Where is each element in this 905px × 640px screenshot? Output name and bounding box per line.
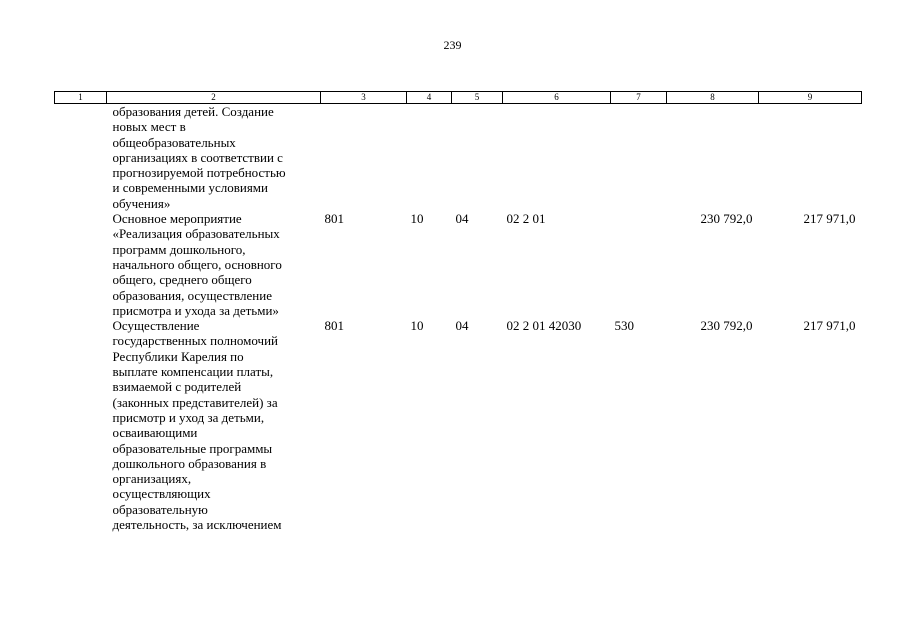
column-header: 9 [759, 92, 862, 104]
row-index-cell [55, 211, 107, 318]
subsection-cell: 04 [455, 211, 469, 227]
budget-table [54, 91, 862, 532]
table-row [55, 211, 862, 318]
row-name-cell: образования детей. Создание новых мест в общеобразовательных организациях в соответствии с прогнозируемой потребностью и современными условиями обучения» [112, 104, 286, 211]
expense-type-cell [611, 211, 667, 318]
table-row [55, 104, 862, 212]
page-number: 239 [443, 38, 462, 52]
row-index-cell [55, 318, 107, 532]
column-header: 4 [407, 92, 452, 104]
amount-cell: 230 792,0 [700, 318, 753, 334]
target-article-cell [503, 104, 611, 212]
column-header: 7 [611, 92, 667, 104]
subsection-cell [452, 104, 503, 212]
row-name-cell: Основное мероприятие «Реализация образовательных программ дошкольного, начального общего, основного общего, среднего общего образования, осуществление присмотра и ухода за детьми» [112, 211, 282, 318]
row-name-cell: Осуществление государственных полномочий Республики Карелия по выплате компенсации платы, взимаемой с родителей (законных представителей) за присмотр и уход за детьми, осваивающими образовательные программы дошкольного образования в организациях, осуществляющих образовательную деятельность, за исключением [112, 318, 282, 533]
section-cell: 10 [410, 318, 424, 334]
section-cell [407, 104, 452, 212]
column-header: 3 [321, 92, 407, 104]
admin-code-cell: 801 [324, 318, 344, 334]
expense-type-cell [611, 104, 667, 212]
table-row [55, 318, 862, 532]
amount-cell [667, 104, 759, 212]
subsection-cell: 04 [455, 318, 469, 334]
column-header: 1 [55, 92, 107, 104]
column-header: 8 [667, 92, 759, 104]
expense-type-cell: 530 [614, 318, 634, 334]
row-index-cell [55, 104, 107, 212]
amount-cell: 217 971,0 [803, 211, 856, 227]
column-header: 5 [452, 92, 503, 104]
section-cell: 10 [410, 211, 424, 227]
amount-cell: 230 792,0 [700, 211, 753, 227]
target-article-cell: 02 2 01 42030 [506, 318, 582, 334]
amount-cell [759, 104, 862, 212]
column-header: 2 [107, 92, 321, 104]
column-number-row [55, 92, 862, 104]
admin-code-cell: 801 [324, 211, 344, 227]
admin-code-cell [321, 104, 407, 212]
column-header: 6 [503, 92, 611, 104]
target-article-cell: 02 2 01 [506, 211, 546, 227]
amount-cell: 217 971,0 [803, 318, 856, 334]
